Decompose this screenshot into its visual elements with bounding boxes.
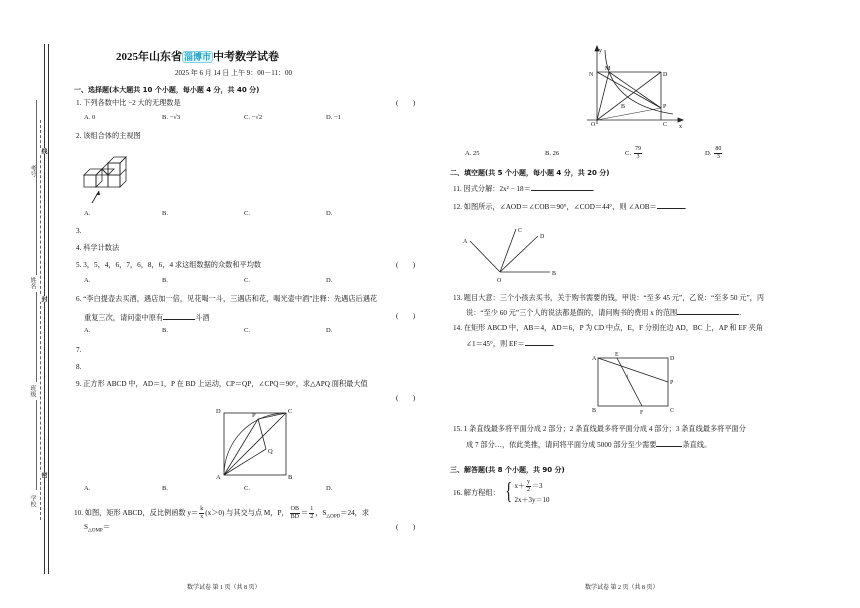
svg-text:O: O xyxy=(591,122,596,128)
q10-part-e: ＝24，求 xyxy=(340,509,370,518)
q5-option-b[interactable]: B. xyxy=(162,277,168,284)
q10-x: x xyxy=(200,514,204,520)
q10-c-den: 3 xyxy=(636,154,640,160)
q1-option-a[interactable]: A. 0 xyxy=(84,114,96,121)
q15-blank[interactable] xyxy=(656,438,682,447)
q13-stem: 说：“至少 60 元”三个人的说法都是假的，请问购书的费用 x 的范围 xyxy=(466,309,678,317)
q10-option-d-frac xyxy=(714,146,722,161)
q1-answer-paren[interactable]: ( ) xyxy=(396,99,416,107)
q10-option-b[interactable]: B. 26 xyxy=(545,150,560,157)
section-1-heading: 一、选择题(本大题共 10 个小题，每小题 4 分，共 40 分) xyxy=(74,86,260,94)
q5-option-c[interactable]: C. xyxy=(244,277,250,284)
section-2-heading: 二、填空题(共 5 个小题，每小题 4 分，共 20 分) xyxy=(450,169,610,177)
field-name[interactable] xyxy=(36,205,37,275)
q10-text-line2 xyxy=(84,522,110,536)
q14-period: . xyxy=(552,340,555,348)
q1-text: 1. 下列各数中比 −2 大的无理数是 xyxy=(76,99,181,107)
q10-answer-paren[interactable]: ( ) xyxy=(396,523,416,531)
cut-line xyxy=(40,120,41,520)
q5-answer-paren[interactable]: ( ) xyxy=(396,261,416,269)
q10-k: k xyxy=(200,506,204,512)
q2-option-c[interactable]: C. xyxy=(244,210,250,217)
q9-option-b[interactable]: B. xyxy=(162,485,168,492)
q12-text xyxy=(453,200,687,212)
q2-text: 2. 该组合体的主视图 xyxy=(76,132,141,140)
svg-text:D: D xyxy=(663,72,668,78)
margin-rule-outer xyxy=(44,44,45,574)
q9-option-a[interactable]: A. xyxy=(84,485,91,492)
q13-period: . xyxy=(739,309,742,317)
q5-option-a[interactable]: A. xyxy=(84,277,91,284)
q14-rectangle-figure xyxy=(590,350,680,416)
q1-option-b[interactable]: B. −√3 xyxy=(162,114,181,121)
q16-eq1-b: ＝3 xyxy=(532,482,543,491)
q12-blank[interactable] xyxy=(657,200,685,209)
svg-text:B: B xyxy=(288,474,293,479)
q10-frac-half xyxy=(309,506,314,521)
q16-eq1 xyxy=(515,479,550,494)
q10-one: 1 xyxy=(310,506,314,512)
q5-text: 5. 3，5，4，6，7，6，8，6，4 求这组数据的众数和平均数 xyxy=(76,261,262,269)
q13-text-line1: 13. 题目大意：三个小孩去买书，关于购书需要的钱，甲说：“至多 45 元”，乙说：“至多 50 元”，丙 xyxy=(453,294,765,302)
q16-eq1-y: y xyxy=(527,479,531,485)
q6-answer-paren[interactable]: ( ) xyxy=(396,312,416,320)
svg-text:B: B xyxy=(592,408,597,414)
q2-option-b[interactable]: B. xyxy=(162,210,168,217)
q9-text: 9. 正方形 ABCD 中，AD＝1，P 在 BD 上运动，CP＝QP，∠CPQ＝90°，求△APQ 面积最大值 xyxy=(76,380,368,388)
q6-line2-b: 斗酒 xyxy=(195,314,210,322)
q6-option-c[interactable]: C. xyxy=(244,327,250,334)
svg-text:C: C xyxy=(288,408,293,415)
q11-blank[interactable] xyxy=(531,182,593,191)
q15-tail: 条直线。 xyxy=(682,441,712,449)
field-class[interactable] xyxy=(36,292,37,382)
q9-square-figure xyxy=(212,405,298,479)
q10-part-d: ，S xyxy=(315,509,327,518)
q16-equations xyxy=(515,479,550,505)
title-stamp: 淄博市 xyxy=(184,52,212,62)
q10-sub1: △OPD xyxy=(326,514,341,520)
q10-d-den: 3 xyxy=(716,154,720,160)
q6-text-line2 xyxy=(84,311,209,323)
q11-text xyxy=(453,182,595,194)
q12-stem: 12. 如图所示，∠AOD＝∠COB＝90°，∠COD＝44°，则 ∠AOB＝ xyxy=(453,203,657,211)
q10-c-num: 79 xyxy=(634,146,641,152)
q10-graph-figure xyxy=(583,44,687,130)
q10-two: 2 xyxy=(310,514,314,520)
q16-brace: { xyxy=(505,479,513,505)
svg-text:x: x xyxy=(679,124,682,130)
q9-option-c[interactable]: C. xyxy=(244,485,250,492)
q10-part-f: S xyxy=(84,523,88,531)
svg-text:y: y xyxy=(599,48,602,54)
q6-option-d[interactable]: D. xyxy=(326,327,333,334)
q10-frac-kx xyxy=(199,506,204,521)
q16-equation-system xyxy=(503,479,550,505)
q6-line2-a: 重复三次，请问壶中原有 xyxy=(84,314,164,322)
q10-text-line1 xyxy=(74,506,369,525)
svg-text:P: P xyxy=(670,380,674,386)
word-xian: 线 xyxy=(40,148,46,154)
q14-blank[interactable] xyxy=(525,337,553,346)
q15-stem: 成 7 部分…，依此类推，请问将平面分成 5000 部分至少需要 xyxy=(466,441,657,449)
svg-text:A: A xyxy=(463,239,468,245)
svg-text:C: C xyxy=(518,228,523,234)
exam-time: 2025 年 6 月 14 日 上午 9：00－11：00 xyxy=(175,69,292,77)
svg-text:A: A xyxy=(216,474,221,479)
q16-eq1-2: 2 xyxy=(527,487,531,493)
q6-option-b[interactable]: B. xyxy=(162,327,168,334)
footer-page-1: 数学试卷 第 1 页（共 8 页） xyxy=(187,585,261,591)
svg-text:1: 1 xyxy=(626,375,629,380)
q5-option-d[interactable]: D. xyxy=(326,277,333,284)
q10-ob: OB xyxy=(290,506,300,512)
q10-option-a[interactable]: A. 25 xyxy=(465,150,480,157)
q16-text: 16. 解方程组： xyxy=(453,489,500,497)
q12-angle-figure xyxy=(460,226,560,286)
q2-solid-figure xyxy=(78,145,148,205)
q6-option-a[interactable]: A. xyxy=(84,327,91,334)
svg-text:B: B xyxy=(552,271,557,277)
field-exam-no[interactable] xyxy=(36,100,37,210)
q8-text: 8. xyxy=(76,363,82,371)
footer-page-2: 数学试卷 第 2 页（共 8 页） xyxy=(585,585,659,591)
q1-option-d[interactable]: D. −1 xyxy=(326,114,341,121)
q15-text-line2 xyxy=(466,438,711,450)
exam-title xyxy=(116,48,279,64)
svg-text:C: C xyxy=(663,122,668,128)
svg-text:B: B xyxy=(621,104,626,110)
q14-text-line1: 14. 在矩形 ABCD 中，AB＝4，AD＝6，P 为 CD 中点，E，F 分别在边 AD，BC 上，AP 和 EF 夹角 xyxy=(453,324,763,332)
svg-text:P: P xyxy=(252,412,256,419)
svg-text:Q: Q xyxy=(268,448,273,455)
svg-text:D: D xyxy=(670,356,675,362)
q10-part-b: (x＞0) 与其交与点 M，P， xyxy=(205,509,289,518)
title-prefix: 2025年山东省 xyxy=(116,51,182,63)
q16-eq1-a: x＋ xyxy=(514,482,526,491)
q10-d-num: 80 xyxy=(715,146,722,152)
q13-text-line2 xyxy=(466,306,741,318)
q10-part-c: ＝ xyxy=(301,509,309,518)
svg-text:P: P xyxy=(663,104,667,110)
q10-sub2: △OMP xyxy=(88,528,103,534)
q2-option-a[interactable]: A. xyxy=(84,210,91,217)
field-school[interactable] xyxy=(36,400,37,490)
svg-text:O: O xyxy=(497,278,502,284)
svg-text:D: D xyxy=(540,234,545,240)
svg-text:F: F xyxy=(640,410,644,416)
section-3-heading: 三、解答题(共 8 个小题，共 90 分) xyxy=(450,466,565,474)
label-school: 学校 xyxy=(29,495,35,507)
word-mi: 密 xyxy=(40,472,46,478)
q14-text-line2 xyxy=(466,337,554,349)
svg-text:A: A xyxy=(592,356,597,362)
q15-text-line1: 15. 1 条直线最多将平面分成 2 部分；2 条直线最多将平面分成 4 部分；3 条直线最多将平面分 xyxy=(453,425,746,433)
svg-text:D: D xyxy=(216,408,221,415)
q1-option-c[interactable]: C. −√2 xyxy=(244,114,263,121)
margin-rule-inner xyxy=(48,44,49,574)
q11-stem: 11. 因式分解：2x² − 18＝ xyxy=(453,185,531,193)
q16-eq1-frac xyxy=(526,479,531,494)
q7-text: 7. xyxy=(76,346,82,354)
q10-bd: BD xyxy=(290,514,300,520)
q16-eq2: 2x＋3y＝10 xyxy=(514,496,550,504)
q10-frac-ob-bd xyxy=(290,506,300,521)
label-class: 班级 xyxy=(29,385,35,397)
word-feng: 封 xyxy=(40,296,46,302)
q2-option-d[interactable]: D. xyxy=(326,210,333,217)
label-exam-no: 考号 xyxy=(29,165,35,177)
q3-text: 3. xyxy=(76,227,82,235)
svg-text:C: C xyxy=(670,408,675,414)
q9-option-d[interactable]: D. xyxy=(326,485,333,492)
q6-blank[interactable] xyxy=(163,311,195,320)
q10-option-c[interactable] xyxy=(625,146,643,161)
q10-option-c-label: C. xyxy=(625,150,631,157)
svg-text:N: N xyxy=(589,72,594,78)
q4-text: 4. 科学计数法 xyxy=(76,244,120,252)
q10-part-a: 10. 如图，矩形 ABCD，反比例函数 y＝ xyxy=(74,509,199,518)
q11-period: . xyxy=(592,185,595,193)
q13-blank[interactable] xyxy=(677,306,742,317)
q10-option-c-frac xyxy=(634,146,642,161)
svg-text:M: M xyxy=(605,66,611,72)
q10-option-d-label: D. xyxy=(705,150,712,157)
q10-part-g: ＝ xyxy=(102,523,110,531)
svg-text:E: E xyxy=(615,352,619,358)
q10-option-d[interactable] xyxy=(705,146,723,161)
q6-text-line1: 6. “李白提壶去买酒，遇店加一倍，见花喝一斗，三遇店和花，喝光壶中酒”注释：先遇店后遇花 xyxy=(76,295,378,303)
q9-answer-paren[interactable]: ( ) xyxy=(396,394,416,402)
label-name: 姓名 xyxy=(29,277,35,289)
q14-stem: ∠1＝45°，则 EF＝ xyxy=(466,340,525,348)
title-suffix: 中考数学试卷 xyxy=(213,51,280,63)
q12-period: . xyxy=(684,203,687,211)
